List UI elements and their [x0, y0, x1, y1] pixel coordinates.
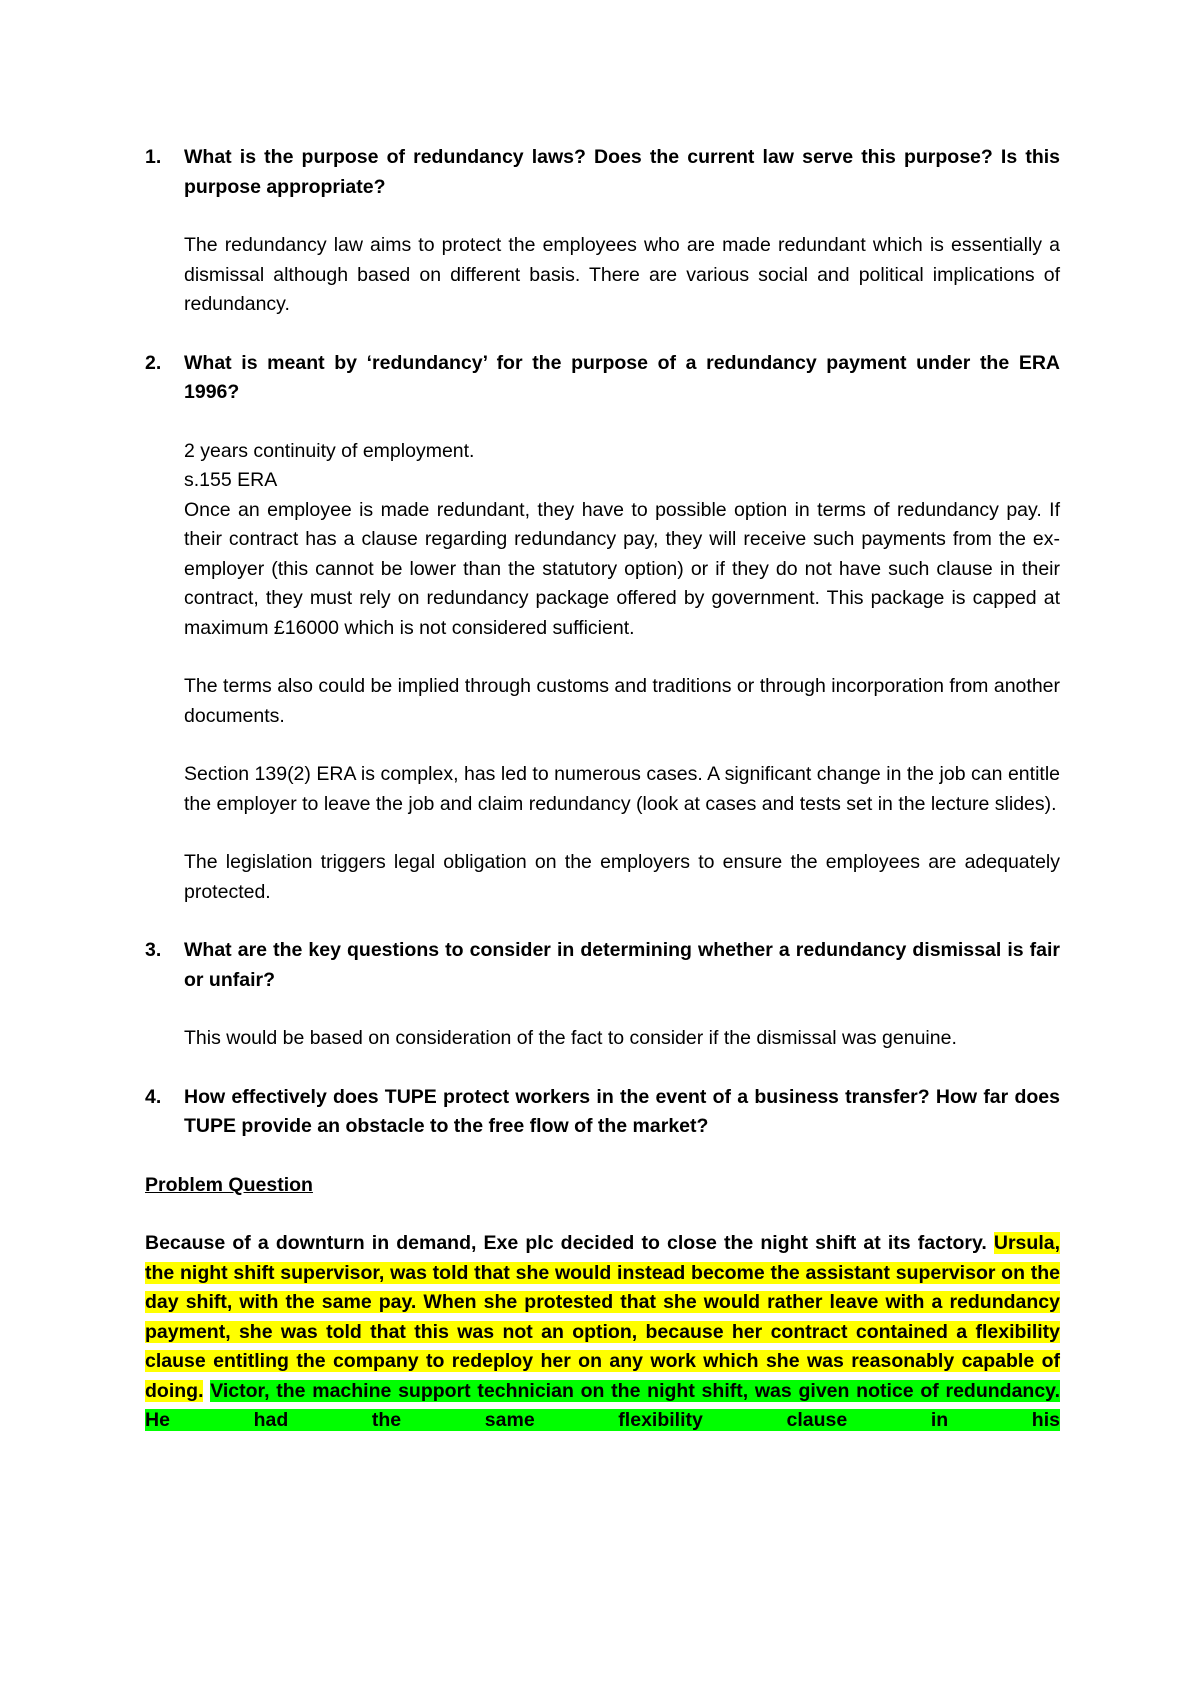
answer-paragraph: The legislation triggers legal obligation on the employers to ensure the employees are adequately protected.	[184, 851, 1060, 903]
question-3	[145, 936, 1060, 995]
problem-paragraph	[145, 1229, 1060, 1436]
question-2	[145, 349, 1060, 408]
answer-line: s.155 ERA	[184, 469, 278, 491]
question-number: 4.	[145, 1085, 162, 1108]
problem-text-green-highlight: Victor, the machine support technician on the night shift, was given notice of redundancy. He had the same flexibility clause in his	[145, 1379, 1060, 1431]
answer-paragraph: Once an employee is made redundant, they have to possible option in terms of redundancy pay. If their contract has a clause regarding redundancy pay, they will receive such payments from the ex-employer (this cannot be lower than the statutory option) or if they do not have such clause in their contract, they must rely on redundancy package offered by government. This package is capped at maximum £16000 which is not considered sufficient.	[184, 498, 1060, 639]
question-text: What are the key questions to consider in determining whether a redundancy dismissal is fair or unfair?	[184, 939, 1060, 991]
answer-paragraph: The terms also could be implied through customs and traditions or through incorporation from another documents.	[184, 675, 1060, 727]
document-body	[145, 143, 1060, 1436]
question-text: What is the purpose of redundancy laws? Does the current law serve this purpose? Is this purpose appropriate?	[184, 146, 1060, 198]
problem-text-plain: Because of a downturn in demand, Exe plc decided to close the night shift at its factory.	[145, 1232, 994, 1254]
answer-paragraph: The redundancy law aims to protect the employees who are made redundant which is essentially a dismissal although based on different basis. There are various social and political implications of redundancy.	[184, 234, 1060, 315]
question-number: 3.	[145, 939, 162, 961]
question-number: 2.	[145, 351, 162, 374]
answer-line: 2 years continuity of employment.	[184, 439, 475, 462]
question-number: 1.	[145, 146, 162, 168]
answer-paragraph: This would be based on consideration of the fact to consider if the dismissal was genuine.	[184, 1027, 957, 1049]
question-text: What is meant by ‘redundancy’ for the purpose of a redundancy payment under the ERA 1996?	[184, 351, 1060, 403]
problem-heading: Problem Question	[145, 1173, 313, 1196]
problem-text-yellow-highlight: Ursula, the night shift supervisor, was told that she would instead become the assistant supervisor on the day shift, with the same pay. When she protested that she would rather leave with a redundancy payment, she was told that this was not an option, because her contract contained a flexibility clause entitling the company to redeploy her on any work which she was reasonably capable of doing.	[145, 1232, 1060, 1402]
question-text: How effectively does TUPE protect workers in the event of a business transfer? How far does TUPE provide an obstacle to the free flow of the market?	[184, 1085, 1060, 1137]
question-4	[145, 1083, 1060, 1142]
question-1	[145, 143, 1060, 202]
answer-paragraph: Section 139(2) ERA is complex, has led to numerous cases. A significant change in the job can entitle the employer to leave the job and claim redundancy (look at cases and tests set in the lecture slides).	[184, 763, 1060, 815]
